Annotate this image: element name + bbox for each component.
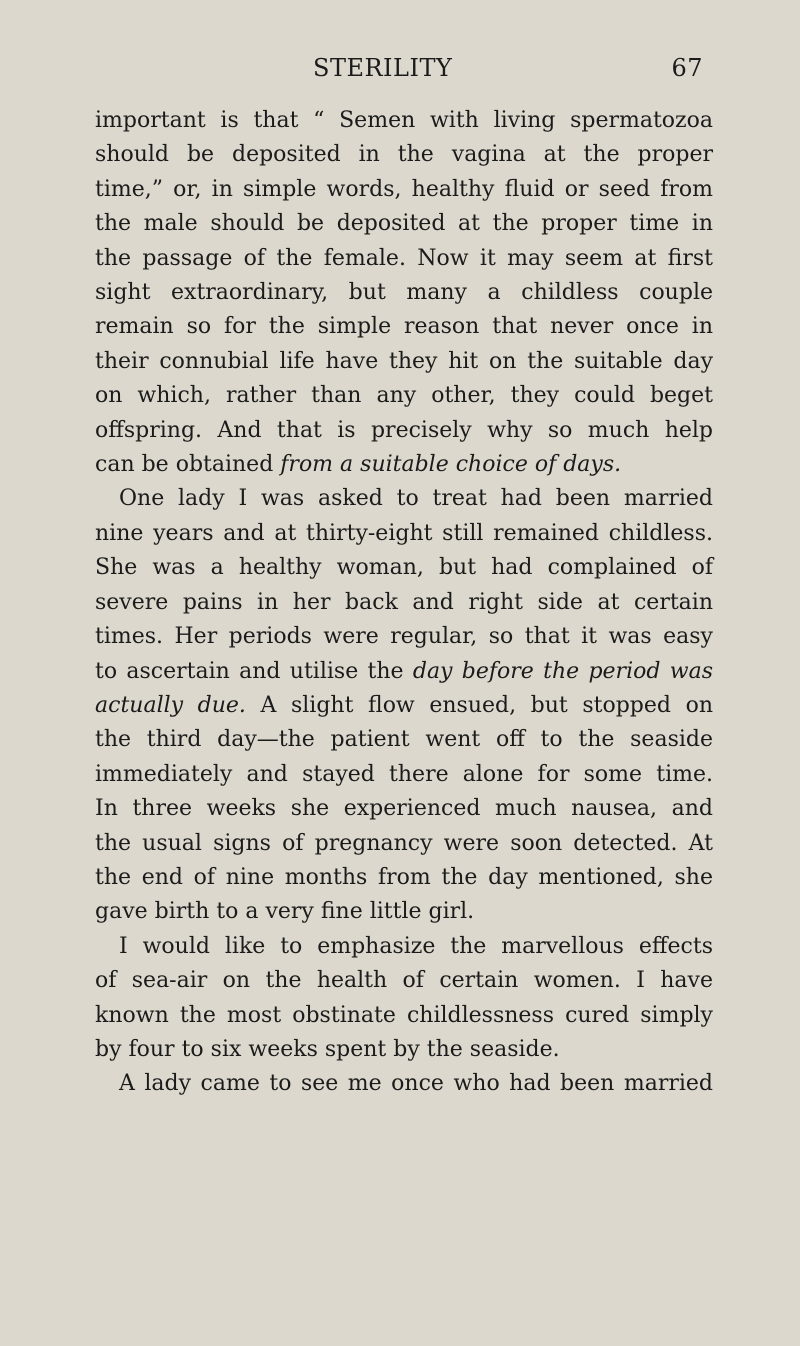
text-line: can be obtained from a suitable choice of days. (95, 452, 622, 478)
body-text (95, 104, 713, 1102)
text-line: to ascertain and utilise the day before the period was (95, 658, 713, 684)
text-line: should be deposited in the vagina at the proper (95, 142, 713, 168)
emphasis: from a suitable choice of days. (280, 452, 622, 478)
text-line: the usual signs of pregnancy were soon detected. At (95, 830, 713, 856)
text-line: severe pains in her back and right side at certain (95, 589, 713, 615)
emphasis: day before the period was (412, 658, 713, 684)
text-line: She was a healthy woman, but had complained of (95, 555, 713, 581)
paragraph (95, 930, 713, 1068)
text-line: by four to six weeks spent by the seaside. (95, 1036, 560, 1062)
text-line: In three weeks she experienced much nausea, and (95, 796, 713, 822)
text-line: One lady I was asked to treat had been married (119, 486, 713, 512)
text-line: nine years and at thirty-eight still remained childless. (95, 520, 713, 546)
emphasis: actually due. (95, 692, 246, 718)
text-line: the end of nine months from the day mentioned, she (95, 864, 713, 890)
text-line: sight extraordinary, but many a childless couple (95, 280, 713, 306)
paragraph (95, 482, 713, 929)
text-line: times. Her periods were regular, so that it was easy (95, 624, 713, 650)
paragraph (95, 1067, 713, 1101)
text-line: A lady came to see me once who had been married (119, 1071, 713, 1097)
text-line: gave birth to a very fine little girl. (95, 899, 475, 925)
paragraph (95, 104, 713, 482)
text-line: time,” or, in simple words, healthy fluid or seed from (95, 176, 713, 202)
text-line: the third day—the patient went off to the seaside (95, 727, 713, 753)
text-line: of sea-air on the health of certain women. I have (95, 968, 713, 994)
text-line: actually due. A slight flow ensued, but stopped on (95, 692, 713, 718)
running-title: STERILITY (313, 54, 453, 82)
text-line: their connubial life have they hit on the suitable day (95, 348, 713, 374)
running-head (95, 54, 713, 90)
text-line: the male should be deposited at the proper time in (95, 211, 713, 237)
text-line: important is that “ Semen with living spermatozoa (95, 108, 713, 133)
text-line: the passage of the female. Now it may seem at first (95, 245, 713, 271)
text-line: on which, rather than any other, they could beget (95, 383, 713, 409)
text-line: remain so for the simple reason that never once in (95, 314, 713, 340)
text-line: immediately and stayed there alone for some time. (95, 761, 713, 787)
text-line: offspring. And that is precisely why so much help (95, 417, 713, 443)
text-line: known the most obstinate childlessness cured simply (95, 1002, 713, 1028)
text-line: I would like to emphasize the marvellous effects (119, 933, 713, 959)
page-number: 67 (671, 54, 703, 82)
